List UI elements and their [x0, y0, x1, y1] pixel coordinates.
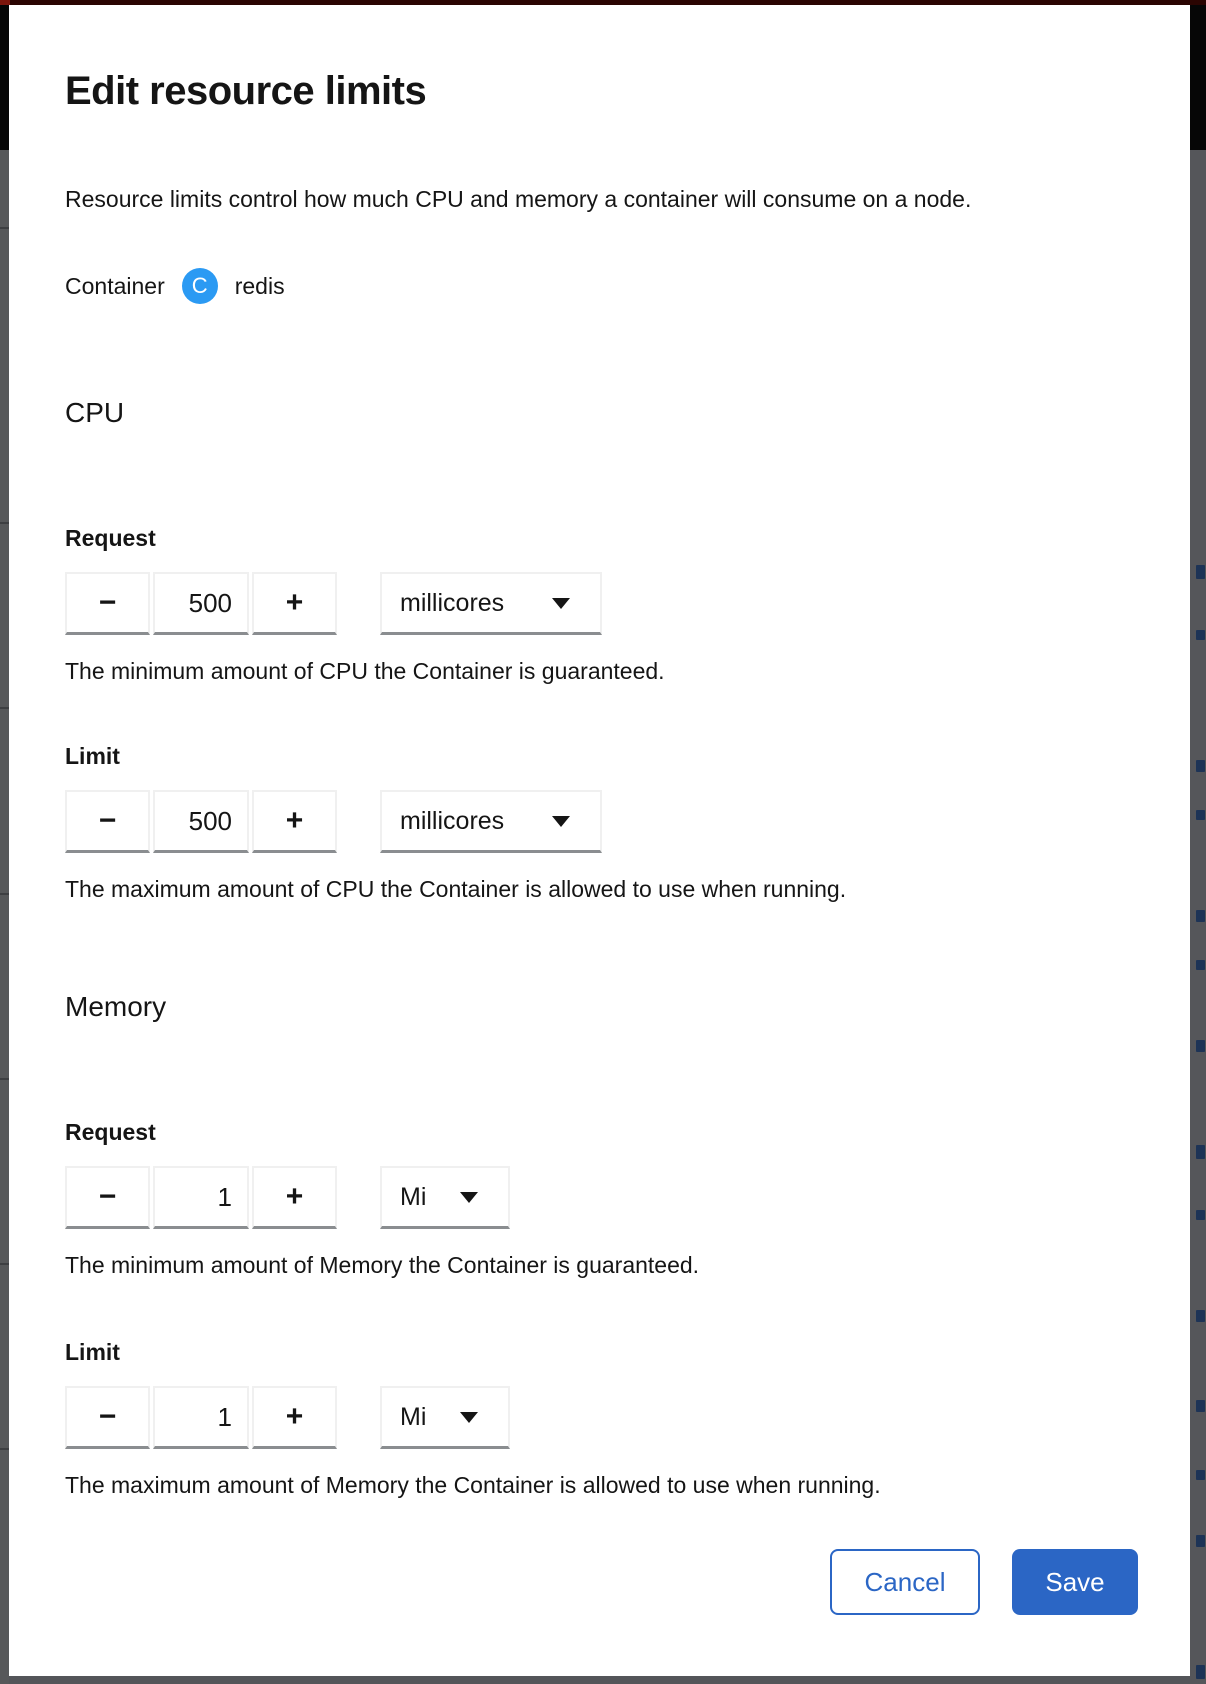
memory-limit-value-input[interactable] — [155, 1402, 247, 1433]
page-title: Edit resource limits — [65, 69, 427, 113]
backdrop-right — [1190, 5, 1206, 1684]
field-label: Request — [65, 1119, 156, 1145]
cpu-limit-field — [65, 742, 1135, 922]
caret-down-icon — [552, 816, 570, 827]
caret-down-icon — [460, 1192, 478, 1203]
unit-select-value: Mi — [400, 1182, 427, 1211]
memory-limit-unit-select[interactable] — [380, 1386, 510, 1449]
backdrop-right-dark — [1190, 5, 1206, 150]
memory-request-value-input[interactable] — [155, 1182, 247, 1213]
cpu-section-heading: CPU — [65, 397, 125, 428]
plus-button[interactable]: + — [252, 1166, 337, 1229]
container-label: Container — [65, 272, 165, 299]
memory-request-unit-select[interactable] — [380, 1166, 510, 1229]
plus-button[interactable]: + — [252, 790, 337, 853]
memory-limit-field — [65, 1338, 1135, 1518]
container-name: redis — [234, 272, 285, 299]
plus-button[interactable]: + — [252, 572, 337, 635]
unit-select-value: millicores — [400, 806, 505, 835]
field-help-text: The minimum amount of Memory the Container is guaranteed. — [65, 1252, 700, 1278]
field-label: Limit — [65, 743, 120, 769]
minus-button[interactable]: − — [65, 572, 150, 635]
field-label: Request — [65, 525, 156, 551]
cpu-limit-value-input[interactable] — [155, 806, 247, 837]
caret-down-icon — [460, 1412, 478, 1423]
memory-request-field — [65, 1118, 1135, 1298]
minus-button[interactable]: − — [65, 1386, 150, 1449]
field-help-text: The maximum amount of Memory the Container is allowed to use when running. — [65, 1472, 881, 1498]
minus-button[interactable]: − — [65, 1166, 150, 1229]
memory-limit-number-input — [65, 1386, 337, 1449]
minus-button[interactable]: − — [65, 790, 150, 853]
field-help-text: The minimum amount of CPU the Container is guaranteed. — [65, 658, 665, 684]
field-label: Limit — [65, 1339, 120, 1365]
cpu-request-number-input — [65, 572, 337, 635]
modal-actions — [9, 1549, 1138, 1615]
memory-section-heading: Memory — [65, 991, 167, 1022]
caret-down-icon — [552, 598, 570, 609]
unit-select-value: millicores — [400, 588, 505, 617]
cpu-limit-number-input — [65, 790, 337, 853]
cpu-limit-unit-select[interactable] — [380, 790, 602, 853]
modal-description: Resource limits control how much CPU and memory a container will consume on a node. — [65, 186, 972, 212]
cpu-request-value-input[interactable] — [155, 588, 247, 619]
backdrop-left-dark — [0, 5, 9, 150]
plus-button[interactable]: + — [252, 1386, 337, 1449]
cpu-request-unit-select[interactable] — [380, 572, 602, 635]
container-badge-icon: C — [182, 268, 218, 304]
backdrop-left — [0, 5, 9, 1684]
container-row — [65, 266, 285, 306]
unit-select-value: Mi — [400, 1402, 427, 1431]
field-help-text: The maximum amount of CPU the Container is allowed to use when running. — [65, 876, 847, 902]
edit-resource-limits-modal — [9, 5, 1190, 1676]
cancel-button[interactable]: Cancel — [830, 1549, 980, 1615]
memory-request-number-input — [65, 1166, 337, 1229]
cpu-request-field — [65, 524, 1135, 704]
save-button[interactable]: Save — [1012, 1549, 1138, 1615]
